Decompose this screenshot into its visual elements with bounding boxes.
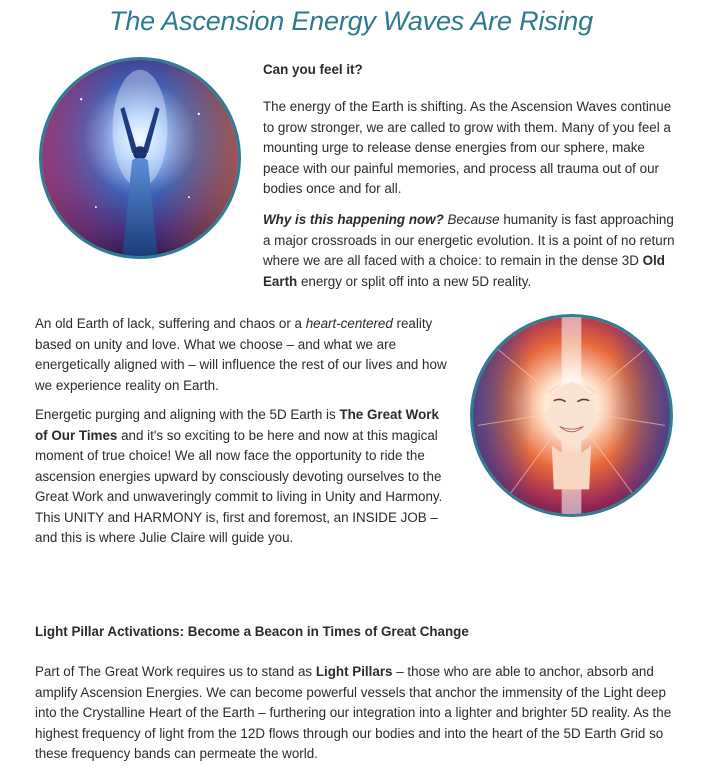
light-pillar-heading: Light Pillar Activations: Become a Beacon in Times of Great Change: [35, 624, 469, 639]
light-pillars-bold: Light Pillars: [315, 664, 393, 679]
middle-paragraph-2: [35, 405, 455, 549]
middle-p2-text-b: and it's so exciting to be here and now at this magical moment of true choice! We all now face the opportunity to ride the ascension energies upward by consciously devoting ourselves to the Great Work and unwaveringly commit to living in Unity and Harmony. This UNITY and HARMONY is, first and foremost, an INSIDE JOB – and this is where Julie Claire will guide you.: [35, 427, 443, 545]
radiant-face-illustration: [473, 317, 670, 514]
heart-centered-italic: heart-centered: [305, 316, 393, 331]
middle-p1-text-b: reality based on unity and love. What we choose – and what we are energetically aligned with – will influence the rest of our lives and how we experience reality on Earth.: [35, 316, 447, 393]
old-earth-bold: Old Earth: [263, 253, 665, 289]
light-pillar-text-a: Part of The Great Work requires us to stand as: [35, 664, 316, 679]
intro-p2-text-b: energy or split off into a new 5D reality.: [297, 273, 532, 289]
glowing-face-image: [470, 314, 673, 517]
ascension-woman-image: [39, 57, 241, 259]
because-italic: Because: [447, 212, 500, 227]
middle-p2-text-a: Energetic purging and aligning with the 5D Earth is: [35, 407, 340, 422]
light-pillar-paragraph: [35, 662, 675, 765]
intro-paragraph-2: [263, 210, 683, 292]
intro-paragraph-1: The energy of the Earth is shifting. As the Ascension Waves continue to grow stronger, we are called to grow with them. Many of you feel a mounting urge to release dense energies from our sphere, make peace with our painful memories, and process all trauma out of our bodies once and for all.: [263, 99, 672, 196]
intro-question: Can you feel it?: [263, 62, 363, 77]
why-now-emphasis: Why is this happening now?: [263, 212, 444, 227]
light-pillar-text-b: – those who are able to anchor, absorb and amplify Ascension Energies. We can become powerful vessels that anchor the immensity of the Light deep into the Crystalline Heart of the Earth – furthering our integration into a lighter and brighter 5D reality. As the highest frequency of light from the 12D flows through our bodies and into the heart of the 5D Earth Grid so these frequency bands can permeate the world.: [35, 664, 672, 761]
great-work-bold: The Great Work of Our Times: [35, 407, 439, 443]
middle-paragraph-1: [35, 314, 455, 396]
intro-p2-text-a: humanity is fast approaching a major crossroads in our energetic evolution. It is a point of no return where we are all faced with a choice: to remain in the dense 3D: [263, 212, 675, 268]
middle-p1-text-a: An old Earth of lack, suffering and chaos or a: [35, 316, 306, 331]
page-title: The Ascension Energy Waves Are Rising: [109, 6, 593, 36]
woman-reaching-illustration: [42, 60, 238, 256]
